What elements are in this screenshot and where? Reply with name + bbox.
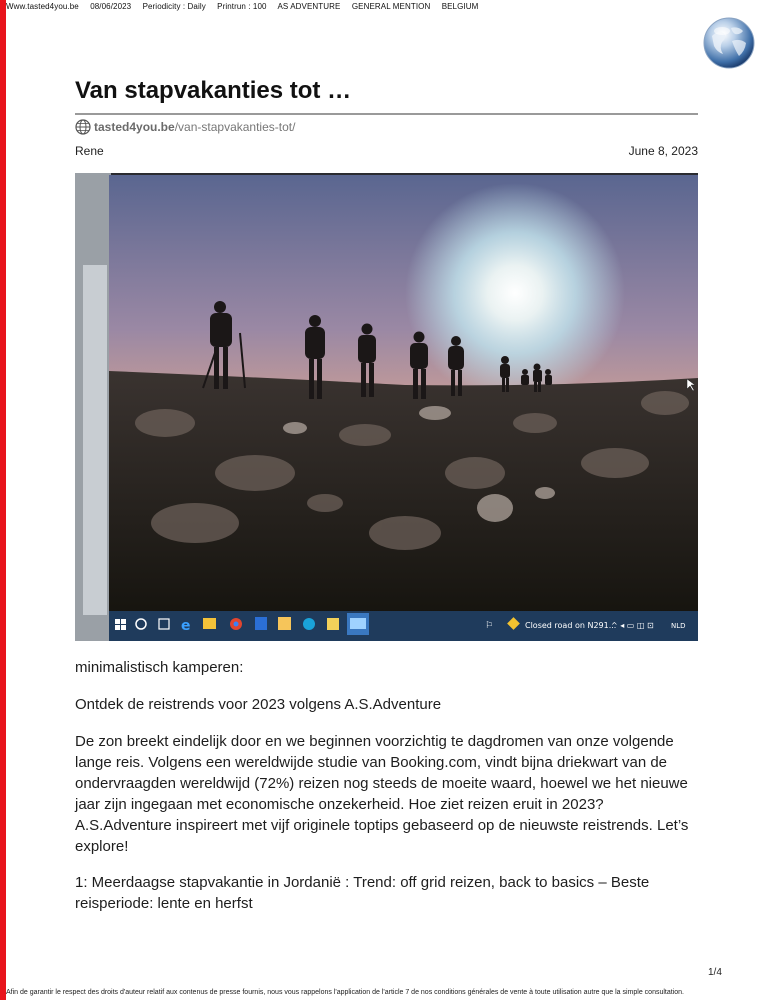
svg-text:^ ◂ ▭ ◫ ⊡: ^ ◂ ▭ ◫ ⊡ (611, 621, 654, 630)
article-author: Rene (75, 144, 104, 158)
legal-footer: Afin de garantir le respect des droits d'auteur relatif aux contenus de presse fournis, nous vous rappelons l'application de l'article 7 de nos conditions générales de vente à toute utilisation autre que la simple consultation. (6, 989, 684, 996)
paragraph-intro: minimalistisch kamperen: (75, 659, 244, 676)
paragraph-body: De zon breekt eindelijk door en we beginnen voorzichtig te dagdromen van onze volgende lange reis. Volgens een wereldwijde studie van Booking.com, vindt bijna driekwart van de ondervraagden wereldwijd (72%) reizen nog steeds de moeite waard, hoewel we het nieuwe jaar zijn ingegaan met economische onzekerheid. Hoe ziet reizen eruit in 2023? A.S.Adventure inspireert met vijf originele toptips gebaseerd op de nieuwste reistrends. Let’s explore! (75, 733, 689, 855)
article-date: June 8, 2023 (628, 144, 698, 158)
meta-client: AS ADVENTURE (277, 2, 341, 11)
svg-text:⚐: ⚐ (485, 621, 494, 631)
meta-printrun: Printrun : 100 (217, 2, 267, 11)
article-photo (75, 173, 698, 641)
svg-text:e: e (181, 618, 191, 634)
page-number: 1/4 (708, 967, 722, 978)
meta-site: Www.tasted4you.be (6, 2, 79, 11)
accent-bar (0, 0, 6, 1000)
source-path: /van-stapvakanties-tot/ (174, 120, 296, 134)
meta-date: 08/06/2023 (90, 2, 132, 11)
globe-logo-icon (702, 16, 756, 70)
paragraph-tip-1: 1: Meerdaagse stapvakantie in Jordanië : Trend: off grid reizen, back to basics – Beste reisperiode: lente en herfst (75, 874, 650, 912)
globe-icon (75, 119, 91, 135)
source-link[interactable] (75, 119, 295, 135)
source-domain: tasted4you.be (94, 120, 175, 134)
title-divider (75, 113, 698, 115)
taskbar-lang: NLD (671, 622, 686, 630)
paragraph-subtitle: Ontdek de reistrends voor 2023 volgens A.S.Adventure (75, 696, 442, 713)
meta-mention: GENERAL MENTION (351, 2, 431, 11)
meta-periodicity: Periodicity : Daily (142, 2, 206, 11)
taskbar-notification: Closed road on N291... (525, 621, 617, 630)
article-title: Van stapvakanties tot … (75, 77, 352, 104)
clipping-meta-bar (6, 2, 487, 11)
meta-country: BELGIUM (441, 2, 479, 11)
